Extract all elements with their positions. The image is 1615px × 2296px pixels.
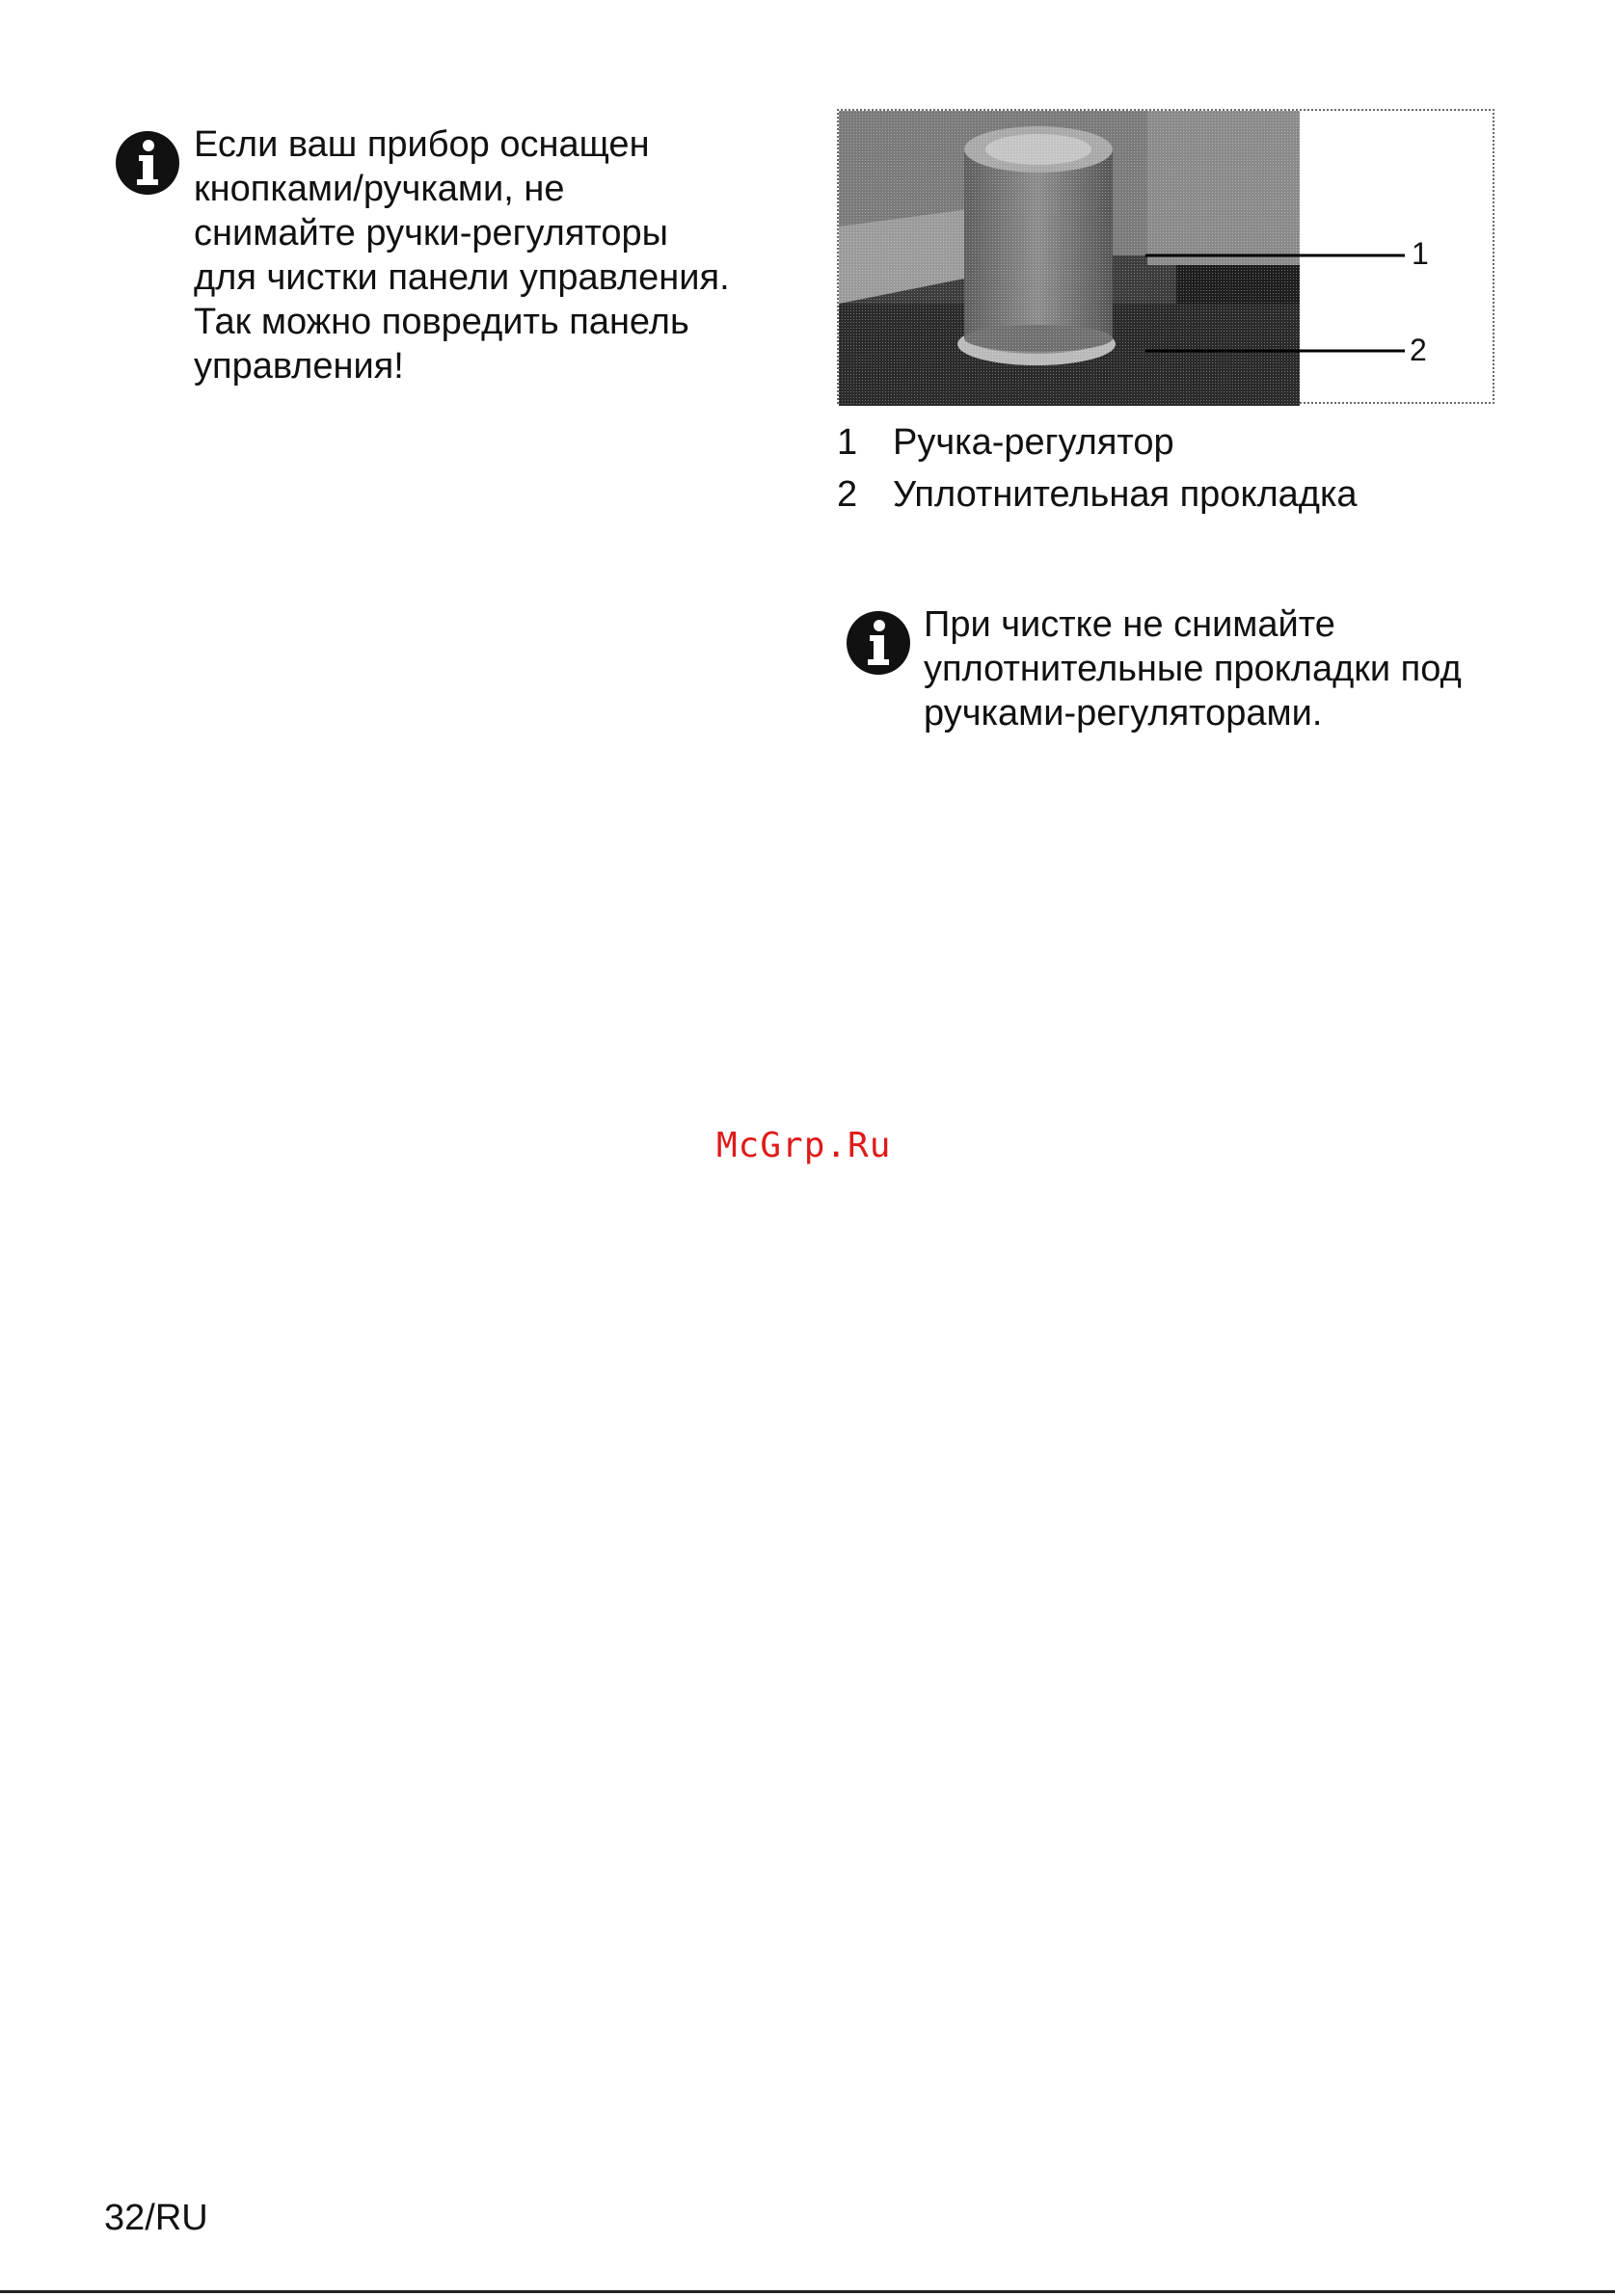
knob-photo xyxy=(839,111,1496,406)
watermark: McGrp.Ru xyxy=(716,1126,892,1165)
info-icon xyxy=(845,609,912,681)
callout-1: 1 xyxy=(1412,236,1429,271)
legend-number: 2 xyxy=(837,474,858,515)
note-text-gaskets: При чистке не снимайте уплотнительные прокладки под ручками-регуляторами. xyxy=(924,604,1462,734)
legend-number: 1 xyxy=(837,422,858,463)
page-number: 32/RU xyxy=(104,2198,208,2238)
bottom-rule xyxy=(0,2290,1615,2293)
figure-legend xyxy=(837,416,1512,521)
knob-figure xyxy=(837,109,1494,404)
legend-item xyxy=(837,416,1512,468)
legend-item xyxy=(837,468,1512,521)
legend-label: Ручка-регулятор xyxy=(893,422,1174,463)
info-icon xyxy=(114,129,181,201)
legend-label: Уплотнительная прокладка xyxy=(893,474,1358,515)
note-text-remove-knobs: Если ваш прибор оснащен кнопками/ручками, не снимайте ручки-регуляторы для чистки панели управления. Так можно повредить панель управления! xyxy=(194,124,730,387)
callout-2: 2 xyxy=(1410,333,1427,367)
